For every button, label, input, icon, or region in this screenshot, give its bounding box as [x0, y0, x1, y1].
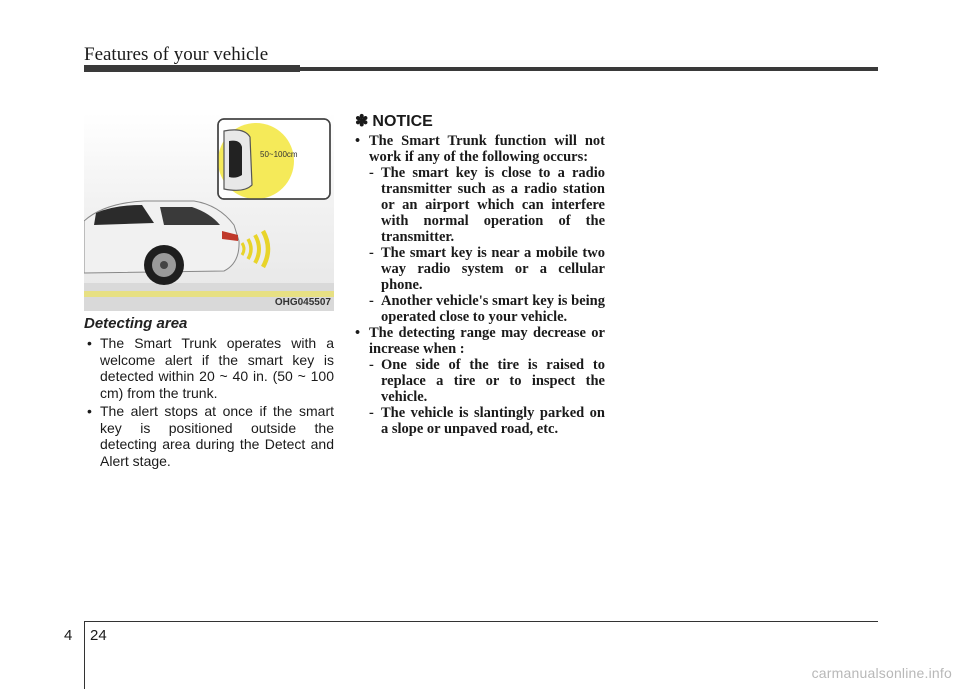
notice-item: • The detecting range may decrease or increase when :: [355, 325, 605, 357]
footer-rule: [84, 621, 878, 622]
figure-code: OHG045507: [274, 297, 331, 308]
notice-item: • The Smart Trunk function will not work if any of the following occurs:: [355, 133, 605, 165]
notice-subitem: - The smart key is close to a radio transmitter such as a radio station or an airport which can interfere with normal operation of the transmitter.: [369, 165, 605, 245]
header-rule: [84, 67, 878, 71]
car-illustration: [84, 113, 334, 311]
range-label: 50~100cm: [260, 150, 298, 159]
chapter-number: 4: [64, 627, 73, 644]
bullet-item: • The Smart Trunk operates with a welcome alert if the smart key is detected within 20 ~ 40 in. (50 ~ 100 cm) from the trunk.: [84, 335, 334, 401]
watermark-text: carmanualsonline.info: [811, 665, 952, 681]
notice-heading: [355, 111, 605, 131]
notice-subitem: - The smart key is near a mobile two way radio system or a cellular phone.: [369, 245, 605, 293]
notice-heading-text: NOTICE: [372, 113, 433, 130]
bullet-list: [84, 335, 334, 469]
notice-star-icon: ✽: [355, 113, 369, 130]
notice-subitem: - The vehicle is slantingly parked on a slope or unpaved road, etc.: [369, 405, 605, 437]
page-header-title: Features of your vehicle: [84, 44, 269, 65]
page-number: 24: [90, 627, 107, 644]
bullet-item: • The alert stops at once if the smart key is positioned outside the detecting area during the Detect and Alert stage.: [84, 403, 334, 469]
notice-subitem: - Another vehicle's smart key is being operated close to your vehicle.: [369, 293, 605, 325]
notice-subitem: - One side of the tire is raised to replace a tire or to inspect the vehicle.: [369, 357, 605, 405]
detecting-area-figure: [84, 113, 334, 311]
detecting-area-section: [84, 315, 334, 471]
section-heading: Detecting area: [84, 315, 188, 332]
notice-section: [355, 111, 605, 437]
footer-divider: [84, 621, 85, 689]
